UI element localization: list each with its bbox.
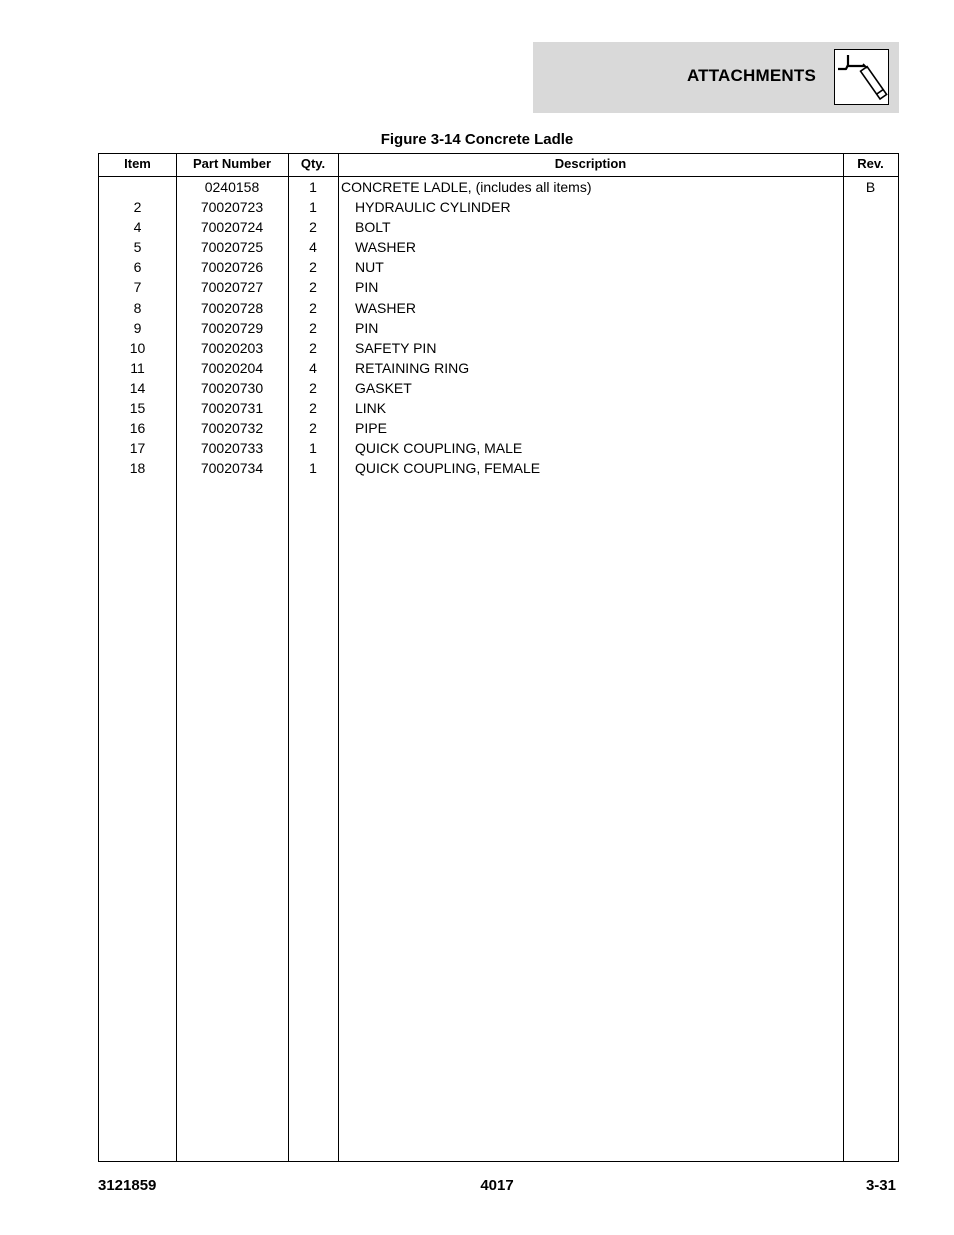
table-row <box>99 438 898 458</box>
table-row <box>99 217 898 237</box>
footer-model: 4017 <box>480 1177 514 1194</box>
cell-description: WASHER <box>355 239 416 256</box>
cell-part-number: 70020733 <box>200 440 264 457</box>
table-row <box>99 257 898 277</box>
cell-item: 5 <box>133 239 142 256</box>
table-row <box>99 197 898 217</box>
table-row <box>99 398 898 418</box>
cell-description: NUT <box>355 259 384 276</box>
cell-item: 7 <box>133 279 142 296</box>
cell-qty: 2 <box>309 319 317 336</box>
cell-part-number: 70020728 <box>200 299 264 316</box>
column-header-description: Description <box>554 156 627 171</box>
table-row <box>99 177 898 197</box>
cell-part-number: 70020204 <box>200 359 264 376</box>
cell-qty: 2 <box>309 379 317 396</box>
cell-qty: 1 <box>309 199 317 216</box>
cell-part-number: 70020724 <box>200 219 264 236</box>
cell-qty: 2 <box>309 339 317 356</box>
figure-title: Figure 3-14 Concrete Ladle <box>380 131 574 148</box>
column-header-item: Item <box>124 156 151 171</box>
cell-item: 18 <box>129 460 146 477</box>
cell-qty: 2 <box>309 299 317 316</box>
cell-part-number: 0240158 <box>204 179 260 195</box>
cell-description: GASKET <box>355 379 412 396</box>
cell-item: 2 <box>133 199 142 216</box>
cell-item: 17 <box>129 440 146 457</box>
cell-part-number: 70020727 <box>200 279 264 296</box>
cell-description: QUICK COUPLING, FEMALE <box>355 460 541 477</box>
cell-part-number: 70020731 <box>200 400 264 417</box>
cell-item: 4 <box>133 219 142 236</box>
column-header-rev: Rev. <box>857 156 884 171</box>
cell-qty: 2 <box>309 400 317 417</box>
cell-part-number: 70020203 <box>200 339 264 356</box>
cell-qty: 2 <box>309 219 317 236</box>
cell-description: SAFETY PIN <box>355 339 437 356</box>
cell-description: PIN <box>355 319 379 336</box>
cell-part-number: 70020730 <box>200 379 264 396</box>
cell-part-number: 70020725 <box>200 239 264 256</box>
cell-item: 6 <box>133 259 142 276</box>
cell-qty: 1 <box>309 179 317 195</box>
cell-item: 11 <box>130 359 145 376</box>
cell-description: LINK <box>355 400 387 417</box>
cell-description: CONCRETE LADLE, (includes all items) <box>341 179 592 195</box>
table-row <box>99 378 898 398</box>
section-header-tab <box>533 42 899 113</box>
section-title: ATTACHMENTS <box>686 66 816 85</box>
cell-item: 16 <box>129 420 146 437</box>
cell-qty: 4 <box>309 359 317 376</box>
cell-qty: 2 <box>309 279 317 296</box>
parts-table <box>98 153 899 1162</box>
cell-description: PIN <box>355 279 379 296</box>
table-row <box>99 277 898 297</box>
cell-description: WASHER <box>355 299 416 316</box>
attachment-tool-icon <box>834 49 889 105</box>
cell-description: BOLT <box>355 219 391 236</box>
cell-qty: 4 <box>309 239 317 256</box>
cell-part-number: 70020729 <box>200 319 264 336</box>
cell-item: 15 <box>129 400 146 417</box>
cell-item: 14 <box>129 379 146 396</box>
cell-qty: 2 <box>309 259 317 276</box>
cell-description: HYDRAULIC CYLINDER <box>355 199 511 216</box>
cell-description: QUICK COUPLING, MALE <box>355 440 523 457</box>
cell-qty: 1 <box>309 460 317 477</box>
table-row <box>99 358 898 378</box>
cell-item: 10 <box>129 339 146 356</box>
footer-doc-number: 3121859 <box>98 1177 157 1194</box>
cell-rev: B <box>865 179 876 195</box>
table-row <box>99 237 898 257</box>
cell-description: PIPE <box>355 420 387 437</box>
column-header-part-number: Part Number <box>192 156 272 171</box>
cell-qty: 2 <box>309 420 317 437</box>
cell-qty: 1 <box>309 440 317 457</box>
table-row <box>99 338 898 358</box>
cell-part-number: 70020734 <box>200 460 264 477</box>
cell-part-number: 70020723 <box>200 199 264 216</box>
parts-table-body <box>99 177 898 478</box>
column-header-qty: Qty. <box>300 156 326 171</box>
cell-description: RETAINING RING <box>355 359 470 376</box>
table-row <box>99 418 898 438</box>
table-row <box>99 298 898 318</box>
cell-item: 8 <box>133 299 142 316</box>
table-row <box>99 318 898 338</box>
cell-part-number: 70020726 <box>200 259 264 276</box>
footer-page-number: 3-31 <box>865 1177 896 1194</box>
cell-item: 9 <box>133 319 142 336</box>
cell-part-number: 70020732 <box>200 420 264 437</box>
table-row <box>99 458 898 478</box>
